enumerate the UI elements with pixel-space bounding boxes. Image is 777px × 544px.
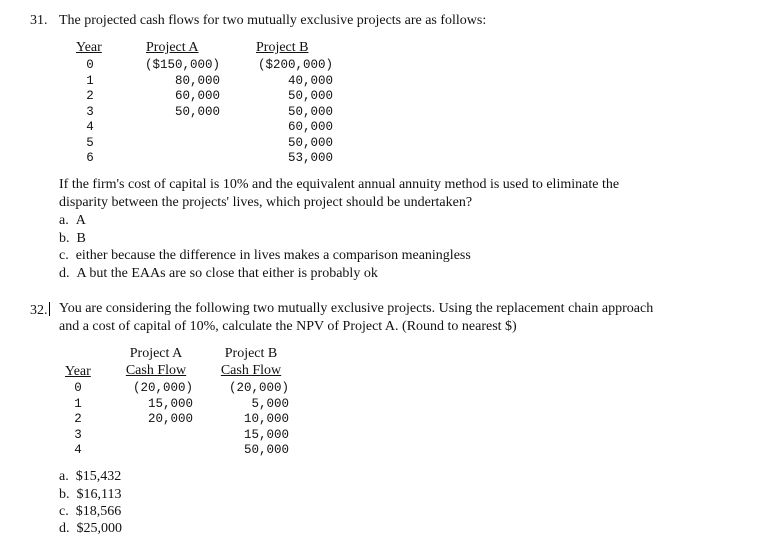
year-cell: 4 <box>74 443 82 457</box>
answer-option[interactable] <box>59 230 86 248</box>
cash-flow-cell: 15,000 <box>243 427 289 442</box>
option-letter: a. <box>59 213 69 228</box>
year-cell: 3 <box>74 427 82 442</box>
year-column <box>80 58 100 167</box>
option-letter: c. <box>59 504 69 519</box>
year-cell: 0 <box>86 58 94 72</box>
answer-option[interactable] <box>59 265 378 283</box>
option-text: A but the EAAs are so close that either is probably ok <box>76 266 378 281</box>
option-letter: b. <box>59 231 70 246</box>
option-text: $15,432 <box>75 469 122 484</box>
option-letter: c. <box>59 248 69 263</box>
cash-flow-cell: 50,000 <box>287 89 333 103</box>
year-cell: 3 <box>86 104 94 119</box>
project-a-column <box>110 381 193 428</box>
year-header: Year <box>65 364 91 379</box>
cash-flow-cell: 60,000 <box>174 89 220 103</box>
option-text: B <box>76 231 86 246</box>
cash-flow-cell: 50,000 <box>287 135 333 150</box>
text-cursor <box>49 302 50 316</box>
question-32-stem-line-2: and a cost of capital of 10%, calculate the NPV of Project A. (Round to nearest $) <box>59 319 517 334</box>
cash-flow-cell: 50,000 <box>174 104 220 119</box>
option-text: $18,566 <box>75 504 122 519</box>
question-31-text-line-2: disparity between the projects' lives, which project should be undertaken? <box>59 195 473 210</box>
cash-flow-cell: 10,000 <box>243 412 289 426</box>
project-a-header: Project A <box>146 40 199 55</box>
project-b-column <box>205 381 289 459</box>
cash-flow-cell: 50,000 <box>287 104 333 119</box>
option-letter: a. <box>59 469 69 484</box>
year-cell: 4 <box>86 120 94 134</box>
cash-flow-cell: 40,000 <box>287 73 333 88</box>
cash-flow-cell: 5,000 <box>251 396 289 411</box>
option-letter: b. <box>59 487 70 502</box>
year-cell: 1 <box>86 73 94 88</box>
question-32-number <box>30 302 51 319</box>
option-text: A <box>75 213 86 228</box>
cash-flow-cell: ($150,000) <box>144 58 220 72</box>
year-cell: 0 <box>74 381 82 395</box>
project-a-subheader: Cash Flow <box>125 363 187 378</box>
answer-option[interactable] <box>59 212 86 230</box>
project-b-header: Project B <box>224 346 278 361</box>
option-text: $25,000 <box>76 521 122 536</box>
project-a-header: Project A <box>129 346 183 361</box>
cash-flow-cell: (20,000) <box>228 381 289 395</box>
option-letter: d. <box>59 521 70 536</box>
project-b-column <box>240 58 333 167</box>
project-b-subheader: Cash Flow <box>220 363 282 378</box>
year-cell: 5 <box>86 135 94 150</box>
year-header: Year <box>76 40 102 55</box>
cash-flow-cell: ($200,000) <box>257 58 333 72</box>
answer-option[interactable] <box>59 468 121 486</box>
answer-option[interactable] <box>59 520 122 538</box>
cash-flow-cell: 80,000 <box>174 73 220 88</box>
cash-flow-cell: 20,000 <box>147 412 193 426</box>
cash-flow-cell: 50,000 <box>243 443 289 457</box>
year-cell: 1 <box>74 396 82 411</box>
project-a-column <box>130 58 220 120</box>
cash-flow-cell: (20,000) <box>132 381 193 395</box>
year-column <box>68 381 88 459</box>
option-text: $16,113 <box>76 487 122 502</box>
answer-option[interactable] <box>59 486 121 504</box>
answer-option[interactable] <box>59 247 471 265</box>
year-cell: 2 <box>74 412 82 426</box>
question-32-stem-line-1: You are considering the following two mutually exclusive projects. Using the replacement chain approach <box>59 301 654 316</box>
question-number-text: 32. <box>30 303 48 318</box>
cash-flow-cell: 53,000 <box>287 151 333 165</box>
option-letter: d. <box>59 266 70 281</box>
question-31-number: 31. <box>30 13 48 28</box>
answer-option[interactable] <box>59 503 121 521</box>
option-text: either because the difference in lives makes a comparison meaningless <box>75 248 471 263</box>
project-b-header: Project B <box>256 40 309 55</box>
question-31-text-line-1: If the firm's cost of capital is 10% and the equivalent annual annuity method is used to eliminate the <box>59 177 620 192</box>
year-cell: 2 <box>86 89 94 103</box>
year-cell: 6 <box>86 151 94 165</box>
cash-flow-cell: 15,000 <box>147 396 193 411</box>
question-31-stem: The projected cash flows for two mutually exclusive projects are as follows: <box>59 13 487 28</box>
cash-flow-cell: 60,000 <box>287 120 333 134</box>
